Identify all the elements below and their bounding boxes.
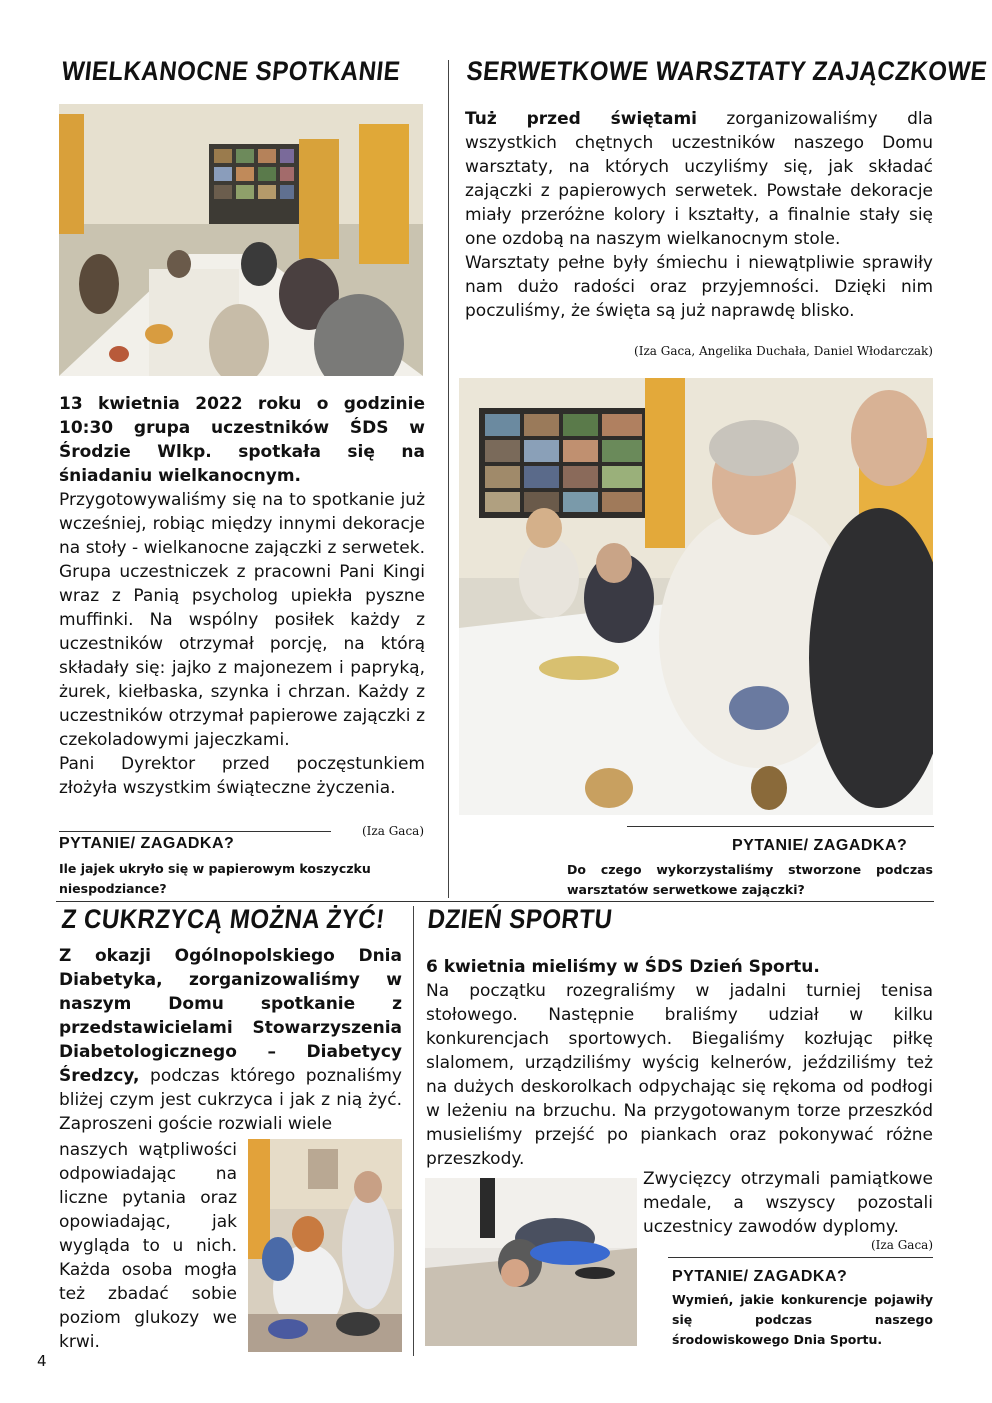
easter-question: Ile jajek ukryło się w papierowym koszyczku niespodziance?: [59, 861, 371, 896]
column-divider-top: [448, 60, 449, 898]
easter-author: (Iza Gaca): [361, 824, 424, 838]
napkins-authors: (Iza Gaca, Angelika Duchała, Daniel Włodarczak): [634, 344, 933, 358]
sport-author: (Iza Gaca): [870, 1238, 933, 1252]
sport-question-title: PYTANIE/ ZAGADKA?: [672, 1268, 848, 1285]
sport-question-rule: [668, 1257, 933, 1258]
diabetes-body-2: naszych wątpliwości odpowiadając na liczne pytania oraz opowiadając, jak wygląda to u nich. Każda osoba mogła też zbadać sobie poziom glukozy we krwi.: [59, 1140, 237, 1352]
page-number: 4: [37, 1352, 47, 1370]
column-divider-bottom: [413, 906, 414, 1356]
napkins-title: SERWETKOWE WARSZTATY ZAJĄCZKOWE: [465, 56, 989, 87]
easter-text: [59, 392, 425, 800]
sport-lead: 6 kwietnia mieliśmy w ŚDS Dzień Sportu.: [426, 957, 820, 977]
easter-body: Przygotowywaliśmy się na to spotkanie już wcześniej, robiąc między innymi dekoracje na stoły - wielkanocne zajączki z serwetek. Grupa uczestniczek z pracowni Pani Kingi wraz z Panią psycholog upiekła pyszne muffinki. Na wspólny posiłek każdy z uczestników otrzymał porcję, na którą składały się: jajko z majonezem i papryką, żurek, kiełbaska, szynka i chrzan. Każdy z uczestników otrzymał papierowe zajączki z czekoladowymi jajeczkami.: [59, 490, 425, 750]
sport-question: Wymień, jakie konkurencje pojawiły się podczas naszego środowiskowego Dnia Sportu.: [672, 1292, 933, 1347]
easter-question-title: PYTANIE/ ZAGADKA?: [59, 835, 235, 852]
napkins-question: Do czego wykorzystaliśmy stworzone podczas warsztatów serwetkowe zajączki?: [567, 862, 933, 897]
section-divider: [56, 901, 934, 902]
sport-body: Na początku rozegraliśmy w jadalni turniej tenisa stołowego. Następnie braliśmy udział w kilku konkurencjach sportowych. Biegaliśmy kozłując piłkę slalomem, urządziliśmy wyścig kelnerów, jeździliśmy też na dużych deskorolkach odpychając się rękoma od podłogi w leżeniu na brzuchu. Na przygotowanym torze przeszkód musieliśmy przejść po piankach oraz pokonywać różne przeszkody.: [426, 981, 933, 1169]
napkins-text: [465, 107, 933, 323]
easter-title: WIELKANOCNE SPOTKANIE: [60, 56, 402, 87]
diabetes-title: Z CUKRZYCĄ MOŻNA ŻYĆ!: [60, 904, 387, 935]
napkins-body-2: Warsztaty pełne były śmiechu i niewątpliwie sprawiły nam dużo radości oraz przyjemności. Dzięki nim poczuliśmy, że święta są już naprawdę blisko.: [465, 253, 933, 321]
napkins-lead: Tuż przed świętami: [465, 109, 697, 129]
napkin-workshop-photo: [459, 378, 933, 815]
sport-text: [426, 955, 933, 1171]
diabetes-meeting-photo: [248, 1139, 402, 1352]
easter-breakfast-photo: [59, 104, 423, 376]
easter-question-rule: [59, 831, 331, 832]
easter-lead: 13 kwietnia 2022 roku o godzinie 10:30 grupa uczestników ŚDS w Środzie Wlkp. spotkała się na śniadaniu wielkanocnym.: [59, 394, 425, 486]
napkins-question-rule: [627, 826, 934, 827]
easter-body-2: Pani Dyrektor przed poczęstunkiem złożyła wszystkim świąteczne życzenia.: [59, 754, 425, 798]
sport-day-photo: [425, 1178, 637, 1346]
sport-title: DZIEŃ SPORTU: [426, 904, 614, 935]
diabetes-body: podczas którego poznaliśmy bliżej czym jest cukrzyca i jak z nią żyć. Zaproszeni goście rozwiali wiele: [59, 1066, 402, 1134]
sport-body-2: Zwycięzcy otrzymali pamiątkowe medale, a wszyscy pozostali uczestnicy zawodów dyplomy.: [643, 1169, 933, 1237]
napkins-question-title: PYTANIE/ ZAGADKA?: [732, 837, 908, 854]
napkins-body: zorganizowaliśmy dla wszystkich chętnych uczestników naszego Domu warsztaty, na których uczyliśmy się, jak składać zajączki z papierowych serwetek. Powstałe dekoracje miały przeróżne kolory i kształty, a finalnie stały się one ozdobą na naszym wielkanocnym stole.: [465, 109, 933, 249]
diabetes-text: [59, 944, 402, 1136]
diabetes-lead: Z okazji Ogólnopolskiego Dnia Diabetyka, zorganizowaliśmy w naszym Domu spotkanie z przedstawicielami Stowarzyszenia Diabetologicznego – Diabetycy Średzcy,: [59, 946, 402, 1086]
